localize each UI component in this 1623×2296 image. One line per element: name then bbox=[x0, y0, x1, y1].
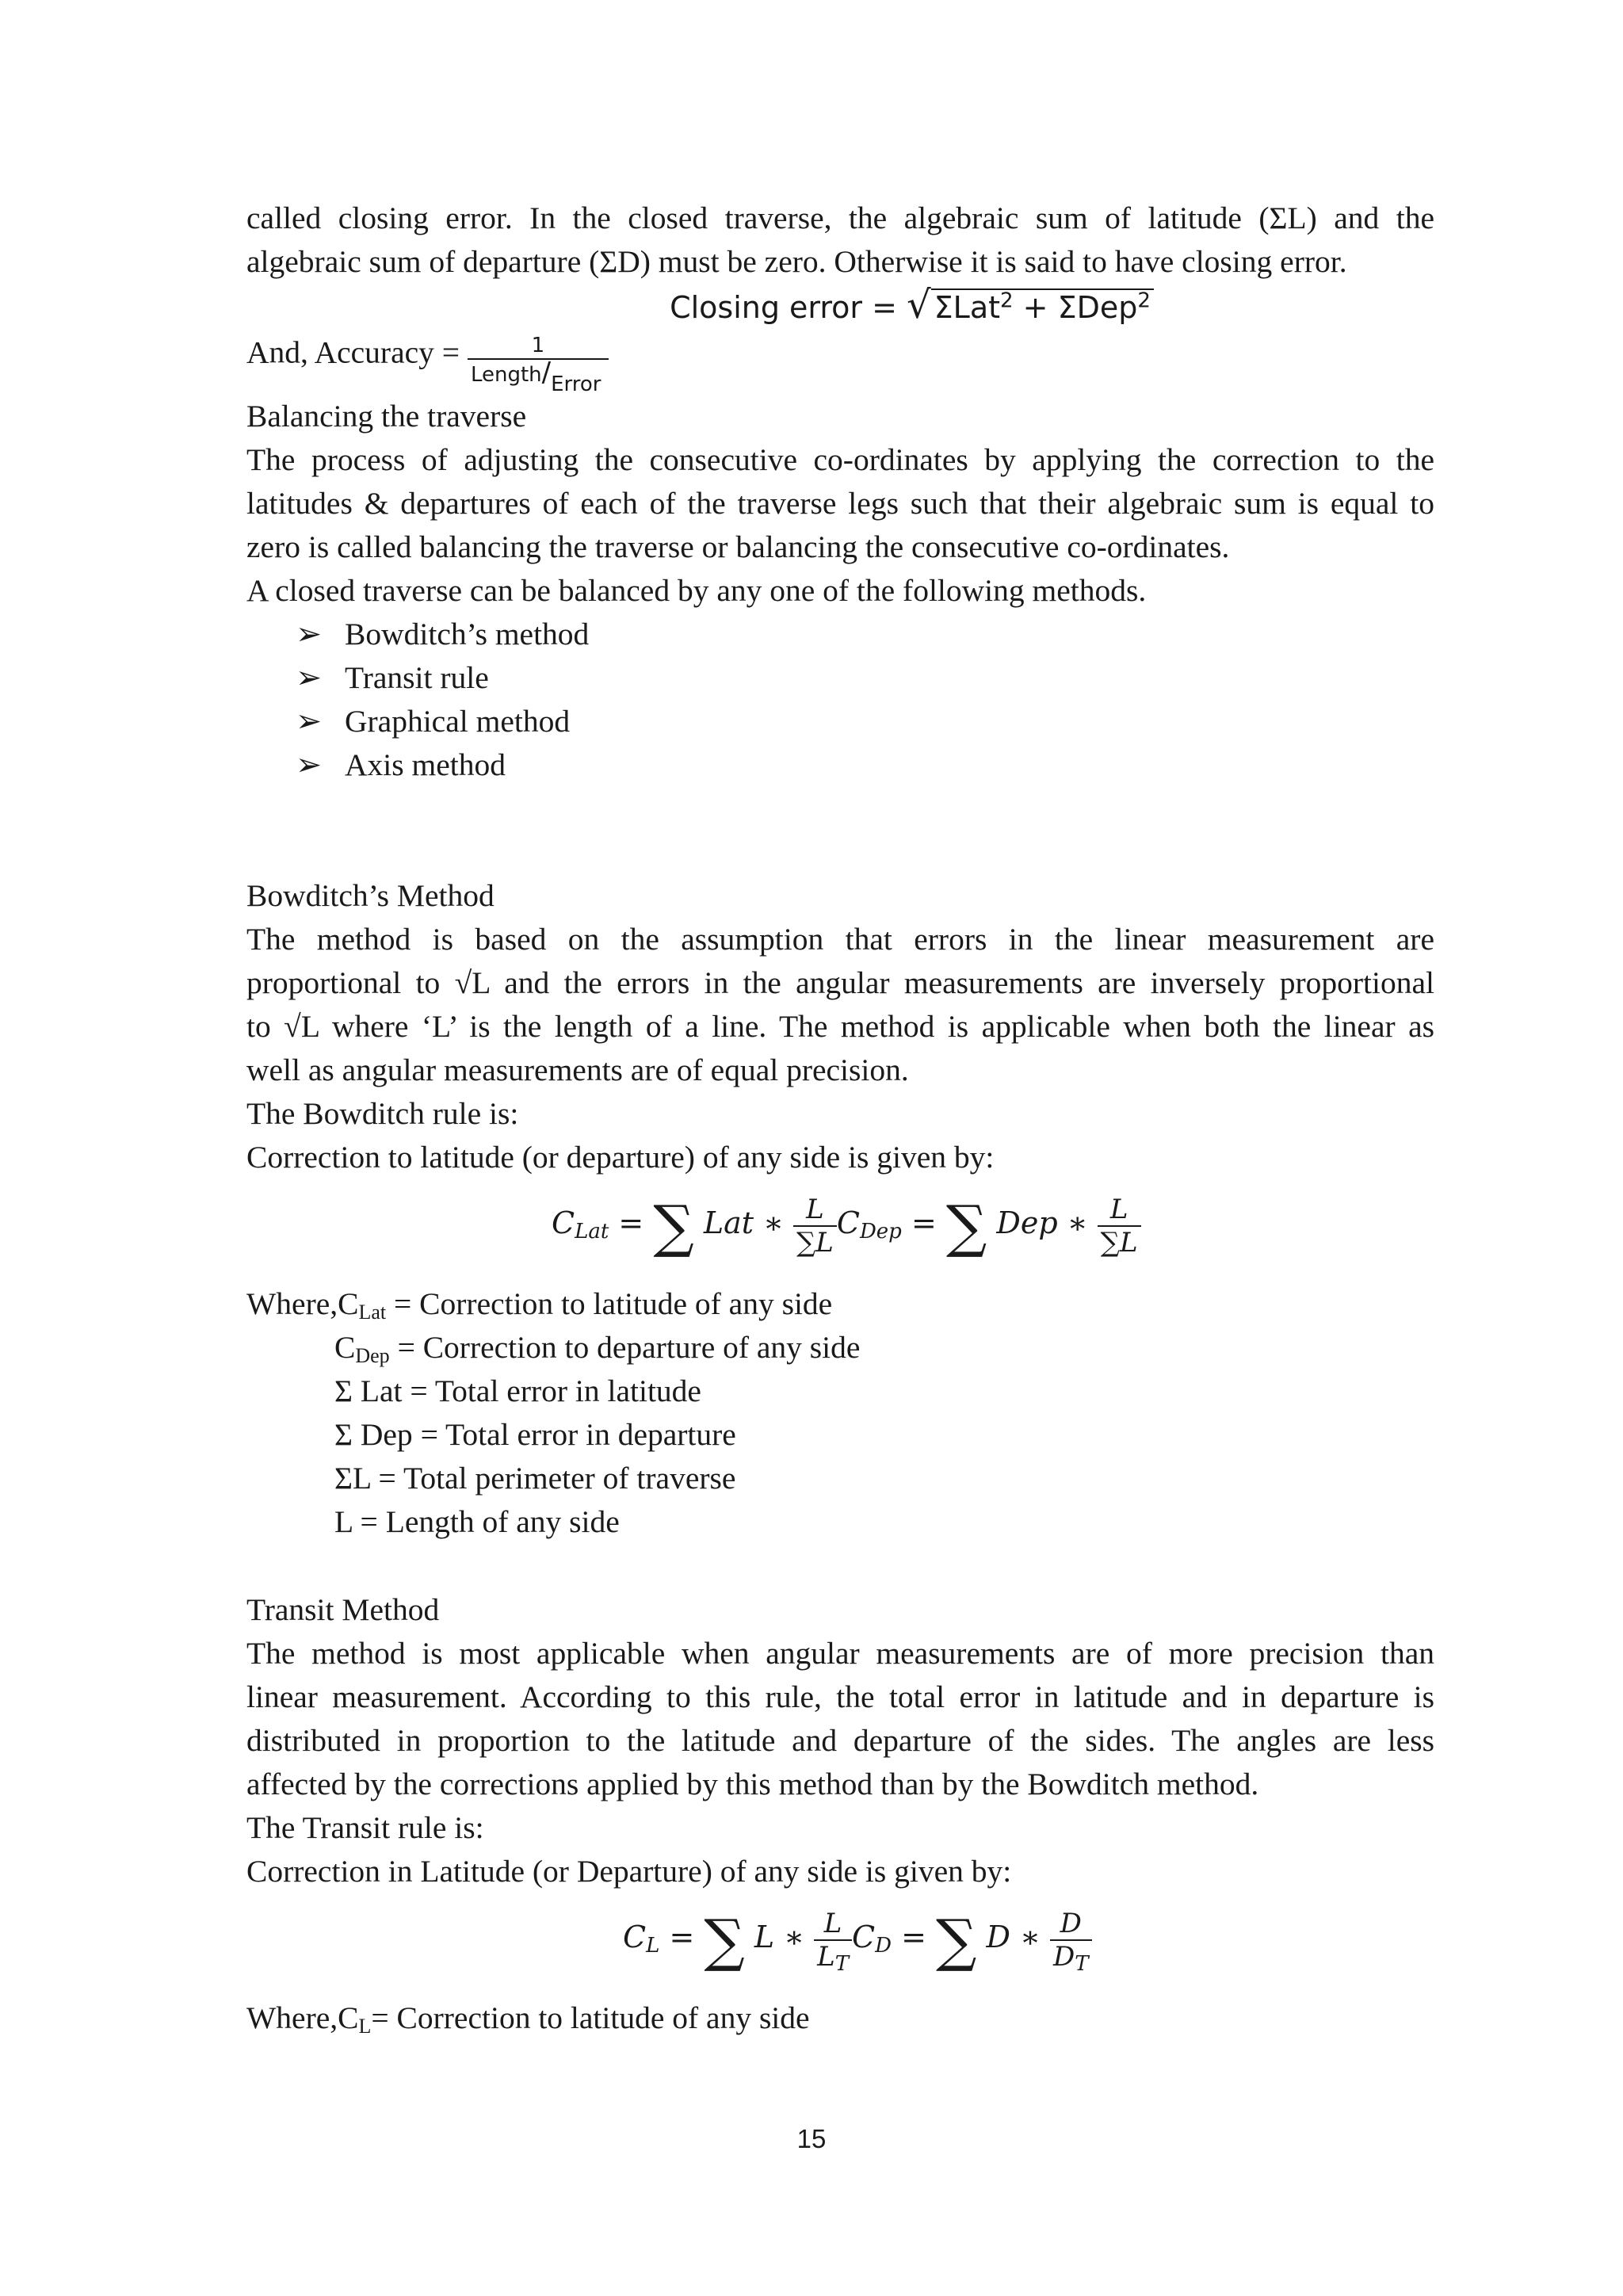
d-over-dt bbox=[1050, 1907, 1092, 1976]
def-symbol: ΣL bbox=[334, 1461, 371, 1496]
equals-sign: = bbox=[901, 1920, 926, 1954]
where-label: Where, bbox=[246, 1286, 338, 1321]
bowditch-para-1: The method is based on the assumption that errors in the linear measurement are bbox=[246, 922, 1434, 957]
transit-rule: The Transit rule is: bbox=[246, 1810, 484, 1845]
transit-para-2: linear measurement. According to this rule, the total error in latitude and in departure is bbox=[246, 1679, 1434, 1714]
l-term: L bbox=[754, 1920, 775, 1954]
transit-def-row bbox=[246, 1996, 1434, 2040]
balancing-para-2: latitudes & departures of each of the traverse legs such that their algebraic sum is equal to bbox=[246, 486, 1434, 521]
sum-symbol: ∑ bbox=[653, 1193, 694, 1259]
accuracy-fraction bbox=[468, 333, 609, 396]
lt-base: L bbox=[817, 1940, 835, 1973]
d-term: D bbox=[986, 1920, 1010, 1954]
def-text: = Total error in latitude bbox=[402, 1373, 701, 1408]
def-text: = Correction to latitude of any side bbox=[371, 2000, 810, 2035]
radicand bbox=[931, 288, 1154, 325]
bowditch-def-row bbox=[246, 1457, 1434, 1500]
transit-formula bbox=[246, 1893, 1434, 1981]
arrow-bullet-icon: ➢ bbox=[296, 747, 323, 782]
def-text: = Total error in departure bbox=[412, 1417, 736, 1452]
def-sub: L bbox=[358, 2015, 372, 2038]
l-over-sum-l bbox=[793, 1194, 837, 1259]
exp-dep: 2 bbox=[1137, 288, 1151, 313]
bowditch-heading: Bowditch’s Method bbox=[246, 878, 495, 913]
def-symbol: Σ Lat bbox=[334, 1373, 403, 1408]
bowditch-def-row bbox=[246, 1500, 1434, 1544]
plus-sign: + bbox=[1022, 290, 1048, 325]
accuracy-denominator bbox=[468, 357, 609, 396]
spacer bbox=[246, 787, 1434, 874]
c-lat-sub: Lat bbox=[575, 1220, 609, 1244]
equals-sign: = bbox=[669, 1920, 695, 1954]
bowditch-formula bbox=[246, 1179, 1434, 1266]
list-item bbox=[296, 700, 1434, 743]
c-dep-symbol: C bbox=[836, 1205, 860, 1240]
c-lat-symbol: C bbox=[552, 1205, 575, 1240]
accuracy-equation bbox=[246, 328, 1434, 395]
bowditch-def-row bbox=[246, 1326, 1434, 1370]
bowditch-para-3: to √L where ‘L’ is the length of a line. The method is applicable when both the linear as bbox=[246, 1009, 1434, 1044]
list-item bbox=[296, 656, 1434, 700]
method-label: Axis method bbox=[345, 747, 506, 782]
balancing-heading: Balancing the traverse bbox=[246, 399, 527, 434]
bowditch-para-2: proportional to √L and the errors in the angular measurements are inversely proportional bbox=[246, 965, 1434, 1000]
times-sign: ∗ bbox=[1067, 1205, 1088, 1240]
method-label: Graphical method bbox=[345, 704, 571, 739]
transit-formula-row bbox=[623, 1893, 1092, 1981]
transit-para-3: distributed in proportion to the latitude and departure of the sides. The angles are less bbox=[246, 1723, 1434, 1758]
transit-correction-intro: Correction in Latitude (or Departure) of any side is given by: bbox=[246, 1854, 1012, 1889]
def-text: = Total perimeter of traverse bbox=[370, 1461, 736, 1496]
intro-line-1: called closing error. In the closed traverse, the algebraic sum of latitude (ΣL) and the bbox=[246, 201, 1434, 235]
bowditch-para-4: well as angular measurements are of equal precision. bbox=[246, 1052, 909, 1087]
closing-error-equation bbox=[246, 284, 1434, 328]
frac-num: L bbox=[823, 1907, 842, 1939]
c-d-sub: D bbox=[875, 1934, 892, 1958]
slash: / bbox=[541, 357, 552, 388]
balancing-para-3: zero is called balancing the traverse or balancing the consecutive co-ordinates. bbox=[246, 529, 1230, 564]
balancing-lead: A closed traverse can be balanced by any one of the following methods. bbox=[246, 573, 1147, 608]
bowditch-def-row bbox=[246, 1282, 1434, 1326]
sum-symbol: ∑ bbox=[945, 1193, 987, 1259]
page-content bbox=[246, 197, 1434, 2040]
def-symbol: C bbox=[338, 1286, 359, 1321]
frac-num: D bbox=[1060, 1907, 1082, 1939]
list-item bbox=[296, 613, 1434, 656]
times-sign: ∗ bbox=[1020, 1920, 1041, 1954]
def-text: = Correction to latitude of any side bbox=[386, 1286, 833, 1321]
equals-sign: = bbox=[618, 1205, 644, 1240]
equals-sign: = bbox=[911, 1205, 937, 1240]
times-sign: ∗ bbox=[763, 1205, 784, 1240]
def-symbol: L bbox=[334, 1504, 353, 1539]
frac-den bbox=[1050, 1939, 1092, 1976]
l-over-sum-l bbox=[1098, 1194, 1141, 1259]
intro-line-2: algebraic sum of departure (ΣD) must be zero. Otherwise it is said to have closing error. bbox=[246, 244, 1347, 279]
bowditch-rule: The Bowditch rule is: bbox=[246, 1096, 519, 1131]
sum-symbol: ∑ bbox=[704, 1907, 745, 1973]
sqrt-sign: √ bbox=[907, 283, 931, 327]
accuracy-lhs: And, Accuracy = bbox=[246, 334, 460, 370]
def-symbol: C bbox=[334, 1330, 356, 1365]
c-l-sub: L bbox=[646, 1934, 660, 1958]
frac-den bbox=[814, 1939, 852, 1976]
transit-para-4: affected by the corrections applied by this method than by the Bowditch method. bbox=[246, 1767, 1259, 1801]
spacer bbox=[246, 1266, 1434, 1282]
accuracy-den-error: Error bbox=[551, 372, 601, 396]
frac-den: ∑L bbox=[1098, 1225, 1141, 1259]
c-dep-sub: Dep bbox=[859, 1220, 902, 1244]
method-label: Transit rule bbox=[345, 660, 489, 695]
arrow-bullet-icon: ➢ bbox=[296, 660, 323, 695]
bowditch-correction-intro: Correction to latitude (or departure) of any side is given by: bbox=[246, 1140, 995, 1175]
bowditch-def-row bbox=[246, 1370, 1434, 1413]
frac-num: L bbox=[806, 1193, 824, 1225]
bowditch-def-row bbox=[246, 1413, 1434, 1457]
accuracy-numerator: 1 bbox=[468, 333, 609, 360]
def-text: = Correction to departure of any side bbox=[389, 1330, 861, 1365]
accuracy-den-length: Length bbox=[470, 363, 542, 387]
bowditch-formula-row bbox=[552, 1179, 1141, 1266]
page-number: 15 bbox=[796, 2124, 827, 2153]
arrow-bullet-icon: ➢ bbox=[296, 704, 323, 739]
exp-lat: 2 bbox=[1000, 288, 1014, 313]
radicand-lat: ΣLat bbox=[934, 290, 1001, 325]
list-item bbox=[296, 743, 1434, 787]
lat-term: Lat bbox=[703, 1205, 754, 1240]
closing-error-lhs: Closing error = bbox=[670, 290, 897, 325]
def-symbol: Σ Dep bbox=[334, 1417, 413, 1452]
spacer bbox=[246, 1544, 1434, 1588]
radicand-dep: ΣDep bbox=[1057, 290, 1138, 325]
l-over-lt bbox=[814, 1907, 852, 1976]
methods-list bbox=[246, 613, 1434, 787]
dep-term: Dep bbox=[996, 1205, 1058, 1240]
def-sub: Lat bbox=[358, 1301, 387, 1324]
spacer bbox=[246, 1981, 1434, 1996]
lt-sub: T bbox=[834, 1951, 850, 1976]
dt-base: D bbox=[1053, 1940, 1075, 1973]
times-sign: ∗ bbox=[784, 1920, 805, 1954]
c-d-symbol: C bbox=[852, 1920, 876, 1954]
def-text: = Length of any side bbox=[352, 1504, 620, 1539]
def-symbol: C bbox=[338, 2000, 359, 2035]
frac-num: L bbox=[1109, 1193, 1128, 1225]
transit-heading: Transit Method bbox=[246, 1592, 440, 1627]
def-sub: Dep bbox=[355, 1344, 390, 1367]
sum-symbol: ∑ bbox=[936, 1907, 977, 1973]
frac-den: ∑L bbox=[793, 1225, 837, 1259]
balancing-para-1: The process of adjusting the consecutive co-ordinates by applying the correction to the bbox=[246, 442, 1434, 477]
method-label: Bowditch’s method bbox=[345, 617, 590, 651]
transit-para-1: The method is most applicable when angular measurements are of more precision than bbox=[246, 1636, 1434, 1671]
arrow-bullet-icon: ➢ bbox=[296, 617, 323, 651]
dt-sub: T bbox=[1075, 1951, 1089, 1976]
c-l-symbol: C bbox=[623, 1920, 647, 1954]
where-label: Where, bbox=[246, 2000, 338, 2035]
